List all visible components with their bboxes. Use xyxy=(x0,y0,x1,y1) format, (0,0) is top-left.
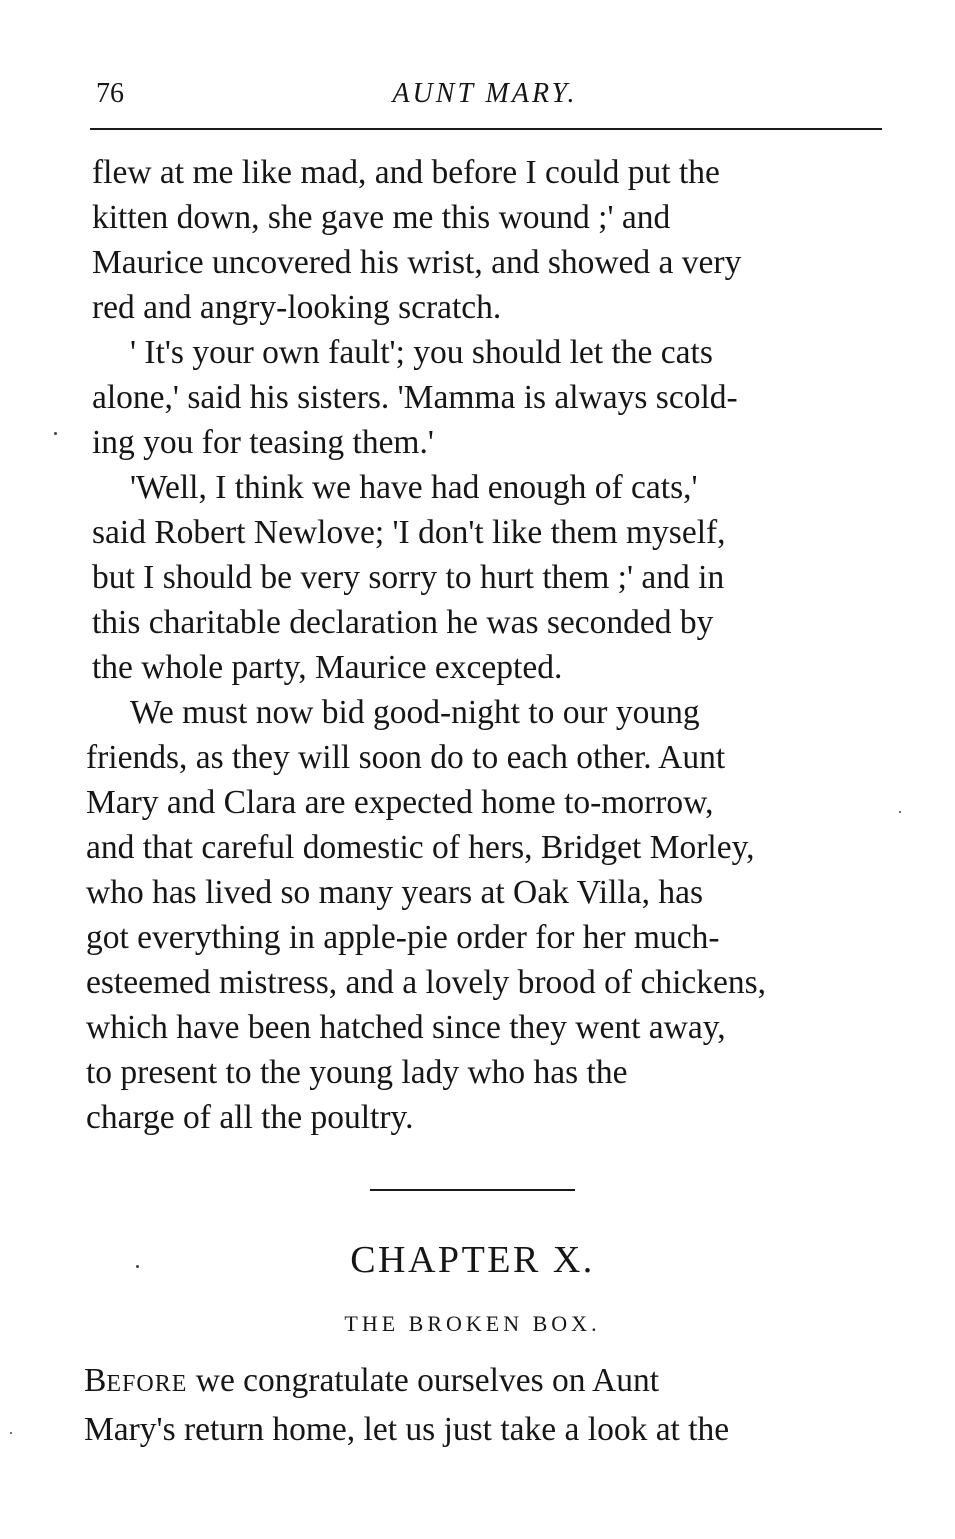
small-caps-word: EFORE xyxy=(106,1371,188,1397)
text-line: ' It's your own fault'; you should let the cats xyxy=(130,334,713,371)
scan-speck xyxy=(54,432,57,435)
text-line: this charitable declaration he was seconded by xyxy=(92,604,714,641)
text-line: esteemed mistress, and a lovely brood of chickens, xyxy=(86,964,767,1001)
chapter-heading: CHAPTER X. xyxy=(350,1239,595,1281)
text-segment: we congratulate ourselves on Aunt xyxy=(187,1362,660,1399)
page-number: 76 xyxy=(96,78,124,109)
text-line: alone,' said his sisters. 'Mamma is always scold- xyxy=(92,379,738,416)
text-line: said Robert Newlove; 'I don't like them myself, xyxy=(92,514,726,551)
text-line: flew at me like mad, and before I could put the xyxy=(92,154,720,191)
text-line: 'Well, I think we have had enough of cats,' xyxy=(130,469,698,506)
text-line: We must now bid good-night to our young xyxy=(130,694,700,731)
text-line: and that careful domestic of hers, Bridget Morley, xyxy=(86,829,755,866)
page-header xyxy=(90,72,880,112)
text-line: charge of all the poultry. xyxy=(86,1099,414,1136)
text-line: friends, as they will soon do to each other. Aunt xyxy=(86,739,726,776)
text-line: kitten down, she gave me this wound ;' and xyxy=(92,199,671,236)
chapter-subtitle: THE BROKEN BOX. xyxy=(344,1311,601,1336)
text-line: Mary's return home, let us just take a look at the xyxy=(84,1411,730,1448)
text-line: the whole party, Maurice excepted. xyxy=(92,649,563,686)
header-rule xyxy=(90,128,882,130)
text-line: Mary and Clara are expected home to-morrow, xyxy=(86,784,714,821)
text-line: which have been hatched since they went away, xyxy=(86,1009,726,1046)
drop-letter: B xyxy=(84,1362,107,1399)
paragraph-2 xyxy=(92,330,880,465)
text-line: red and angry-looking scratch. xyxy=(92,289,502,326)
text-line: got everything in apple-pie order for her much- xyxy=(86,919,720,956)
text-line: who has lived so many years at Oak Villa, has xyxy=(86,874,703,911)
chapter-opening-paragraph xyxy=(84,1358,874,1452)
text-line: ing you for teasing them.' xyxy=(92,424,434,461)
paragraph-4 xyxy=(86,690,876,1140)
scan-speck xyxy=(136,1265,139,1268)
scan-speck xyxy=(899,811,901,813)
paragraph-1 xyxy=(92,150,880,330)
paragraph-3 xyxy=(92,465,880,690)
section-divider xyxy=(370,1189,575,1191)
text-line xyxy=(84,1358,874,1407)
text-line: but I should be very sorry to hurt them ;' and in xyxy=(92,559,725,596)
running-title: AUNT MARY. xyxy=(392,78,578,109)
scan-speck xyxy=(10,1432,12,1434)
text-line: Maurice uncovered his wrist, and showed a very xyxy=(92,244,742,281)
text-line: to present to the young lady who has the xyxy=(86,1054,628,1091)
